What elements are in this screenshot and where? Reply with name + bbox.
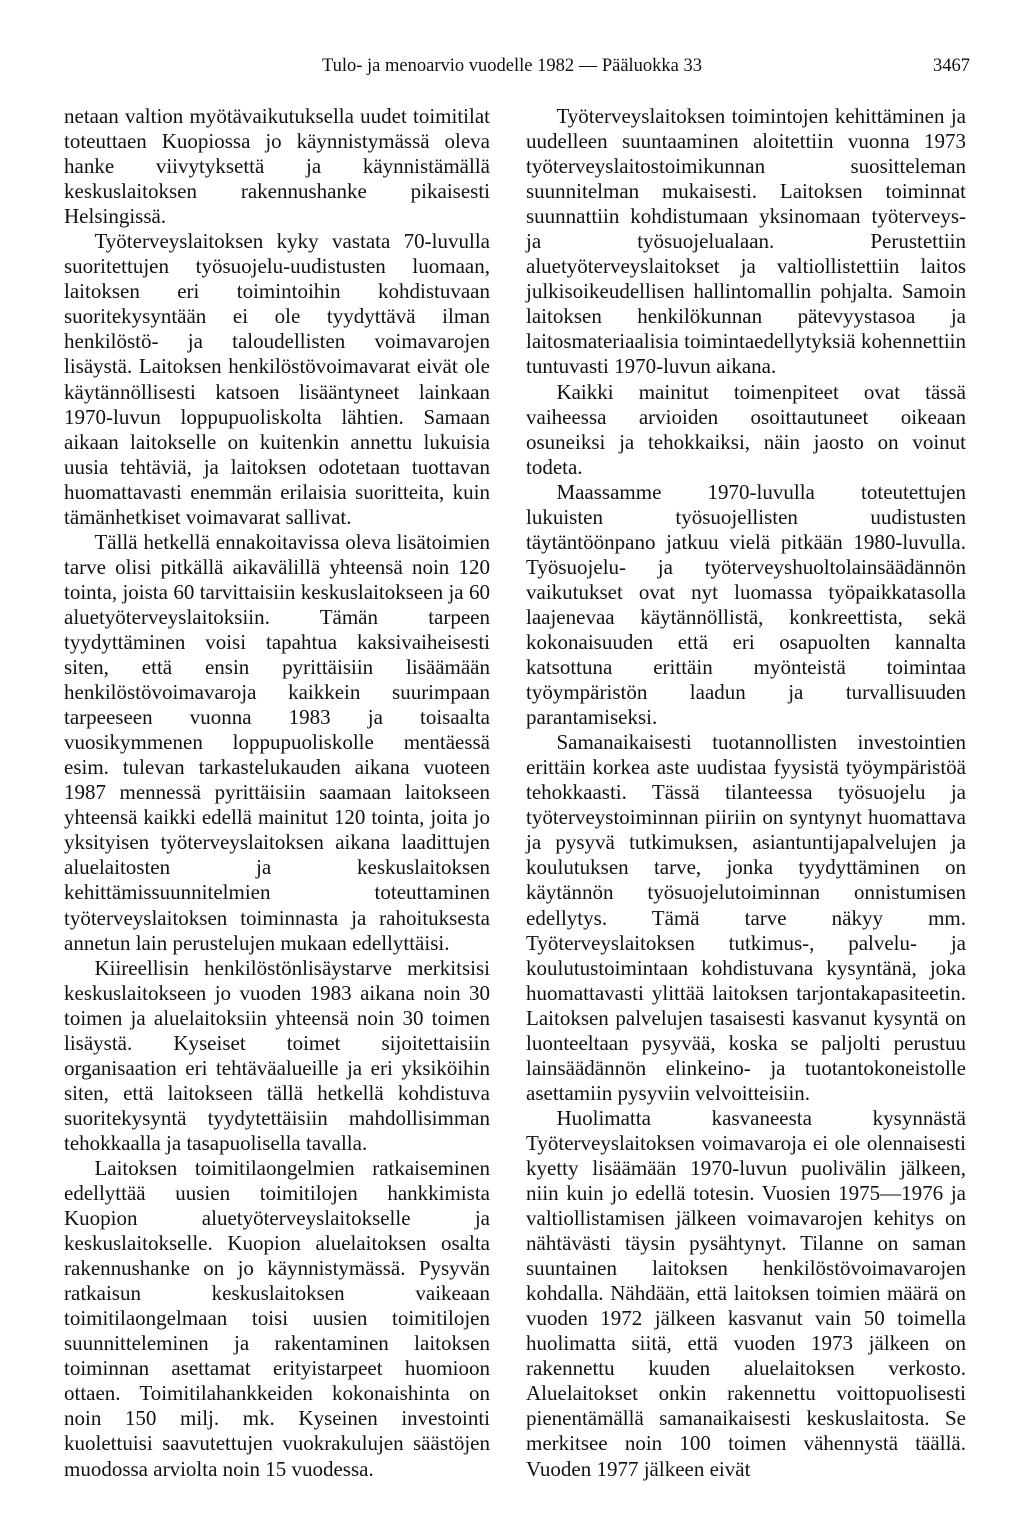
running-header-title: Tulo- ja menoarvio vuodelle 1982 — Pääluokka 33 <box>321 56 703 76</box>
paragraph: Kiireellisin henkilöstönlisäystarve merkitsisi keskuslaitokseen jo vuoden 1983 aikana noin 30 toimen ja aluelaitoksiin yhteensä noin 30 toimen lisäystä. Kyseiset toimet sijoitettaisiin organisaation eri tehtäväalueille ja eri yksiköihin siten, että laitokseen tällä hetkellä kohdistuva suoritekysyntä tyydytettäisiin mahdollisimman tehokkaalla ja tasapuolisella tavalla. <box>64 955 490 1155</box>
paragraph: Maassamme 1970-luvulla toteutettujen lukuisten työsuojellisten uudistusten täytäntöönpano jatkuu vielä pitkään 1980-luvulla. Työsuojelu- ja työterveyshuoltolainsäädännön vaikutukset ovat nyt luomassa työpaikkatasolla laajenevaa käytännöllistä, konkreettista, sekä kokonaisuuden että eri osapuolten kannalta katsottuna erittäin myönteistä toimintaa työympäristön laadun ja turvallisuuden parantamiseksi. <box>526 479 966 730</box>
left-column <box>64 104 490 1482</box>
paragraph: Huolimatta kasvaneesta kysynnästä Työterveyslaitoksen voimavaroja ei ole olennaisesti kyetty lisäämään 1970-luvun puolivälin jälkeen, niin kuin jo edellä totesin. Vuosien 1975—1976 ja valtiollistamisen jälkeen voimavarojen kehitys on nähtävästi täysin pysähtynyt. Tilanne on saman suuntainen laitoksen henkilöstövoimavarojen kohdalla. Nähdään, että laitoksen toimien määrä on vuoden 1972 jälkeen kasvanut vain 50 toimella huolimatta siitä, että vuoden 1973 jälkeen on rakennettu kuuden aluelaitoksen verkosto. Aluelaitokset onkin rakennettu voittopuolisesti pienentämällä samanaikaisesti keskuslaitosta. Se merkitsee noin 100 toimen vähennystä täällä. Vuoden 1977 jälkeen eivät <box>526 1105 966 1481</box>
paragraph: Työterveyslaitoksen kyky vastata 70-luvulla suoritettujen työsuojelu-uudistusten luomaan, laitoksen eri toimintoihin kohdistuvaan suoritekysyntään ei ole tyydyttävä ilman henkilöstö- ja taloudellisten voimavarojen lisäystä. Laitoksen henkilöstövoimavarat eivät ole käytännöllisesti katsoen lisääntyneet lainkaan 1970-luvun loppupuoliskolta lähtien. Samaan aikaan laitokselle on kuitenkin annettu lukuisia uusia tehtäviä, ja laitoksen odotetaan tuottavan huomattavasti enemmän erilaisia suoritteita, kuin tämänhetkiset voimavarat sallivat. <box>64 229 490 529</box>
page-number: 3467 <box>933 56 970 76</box>
right-column <box>526 104 966 1482</box>
paragraph: Työterveyslaitoksen toimintojen kehittäminen ja uudelleen suuntaaminen aloitettiin vuonna 1973 työterveyslaitostoimikunnan suositteleman suunnitelman mukaisesti. Laitoksen toiminnat suunnattiin kohdistumaan yksinomaan työterveys- ja työsuojelualaan. Perustettiin aluetyöterveyslaitokset ja valtiollistettiin laitos julkisoikeudellisen hallintomallin pohjalta. Samoin laitoksen henkilökunnan pätevyystasoa ja laitosmateriaalisia toimintaedellytyksiä kohennettiin tuntuvasti 1970-luvun aikana. <box>526 104 966 379</box>
paragraph: netaan valtion myötävaikutuksella uudet toimitilat toteuttaen Kuopiossa jo käynnistymässä oleva hanke viivytyksettä ja käynnistämällä keskuslaitoksen rakennushanke pikaisesti Helsingissä. <box>64 104 490 229</box>
page-header <box>62 56 970 86</box>
paragraph: Tällä hetkellä ennakoitavissa oleva lisätoimien tarve olisi pitkällä aikavälillä yhteensä noin 120 tointa, joista 60 tarvittaisiin keskuslaitokseen ja 60 aluetyöterveyslaitoksiin. Tämän tarpeen tyydyttäminen voisi tapahtua kaksivaiheisesti siten, että ensin pyrittäisiin lisäämään henkilöstövoimavaroja kaikkein suurimpaan tarpeeseen vuonna 1983 ja toisaalta vuosikymmenen loppupuoliskolle mentäessä esim. tulevan tarkastelukauden aikana vuoteen 1987 mennessä pyrittäisiin saamaan laitokseen yhteensä kaikki edellä mainitut 120 tointa, joita jo yksityisen työterveyslaitoksen aikana laadittujen aluelaitosten ja keskuslaitoksen kehittämissuunnitelmien toteuttaminen työterveyslaitoksen toiminnasta ja rahoituksesta annetun lain perustelujen mukaan edellyttäisi. <box>64 529 490 955</box>
paragraph: Kaikki mainitut toimenpiteet ovat tässä vaiheessa arvioiden osoittautuneet oikeaan osuneiksi ja tehokkaiksi, näin jaosto on voinut todeta. <box>526 379 966 479</box>
paragraph: Laitoksen toimitilaongelmien ratkaiseminen edellyttää uusien toimitilojen hankkimista Kuopion aluetyöterveyslaitokselle ja keskuslaitokselle. Kuopion aluelaitoksen osalta rakennushanke on jo käynnistymässä. Pysyvän ratkaisun keskuslaitoksen vaikeaan toimitilaongelmaan toisi uusien toimitilojen suunnitteleminen ja rakentaminen laitoksen toiminnan asettamat erityistarpeet huomioon ottaen. Toimitilahankkeiden kokonaishinta on noin 150 milj. mk. Kyseinen investointi kuolettuisi saavutettujen vuokrakulujen säästöjen muodossa arviolta noin 15 vuodessa. <box>64 1155 490 1481</box>
paragraph: Samanaikaisesti tuotannollisten investointien erittäin korkea aste uudistaa fyysistä työympäristöä tehokkaasti. Tässä tilanteessa työsuojelu ja työterveystoiminnan piiriin on syntynyt huomattava ja pysyvä tutkimuksen, asiantuntijapalvelujen ja koulutuksen tarve, jonka tyydyttäminen on käytännön työsuojelutoiminnan onnistumisen edellytys. Tämä tarve näkyy mm. Työterveyslaitoksen tutkimus-, palvelu- ja koulutustoimintaan kohdistuvana kysyntänä, joka huomattavasti ylittää laitoksen tarjontakapasiteetin. Laitoksen palvelujen tasaisesti kasvanut kysyntä on luonteeltaan pysyvää, koska se paljolti perustuu lainsäädännön elinkeino- ja tuotantokoneistolle asettamiin pysyviin velvoitteisiin. <box>526 730 966 1105</box>
